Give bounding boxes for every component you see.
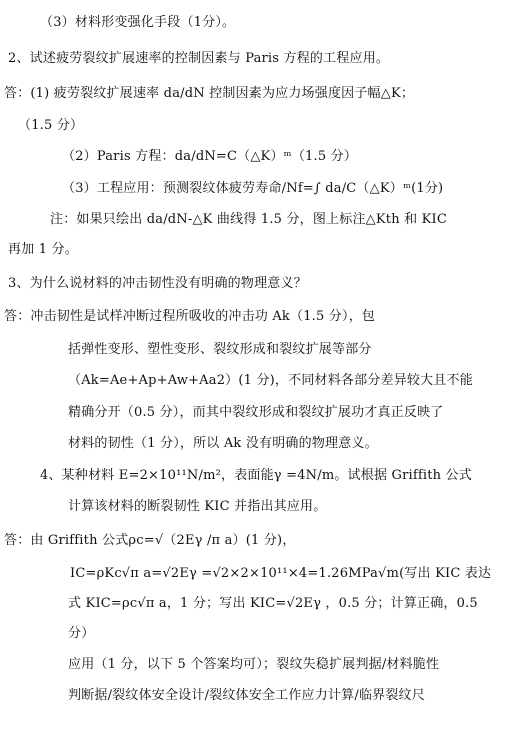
text-line-16: 计算该材料的断裂韧性 KIC 并指出其应用。 <box>68 499 327 514</box>
text-line-19: 式 KIC=ρc√π a，1 分；写出 KIC=√2Eγ ，0.5 分；计算正确，0.5 <box>68 596 478 611</box>
text-line-4: （1.5 分） <box>18 118 84 133</box>
text-line-5: （2）Paris 方程：da/dN=C（△K）ᵐ（1.5 分） <box>62 149 358 164</box>
text-line-2: 2、试述疲劳裂纹扩展速率的控制因素与 Paris 方程的工程应用。 <box>8 51 390 66</box>
text-line-18: IC=ρKc√π a=√2Eγ =√2×2×10¹¹×4=1.26MPa√m(写出 KIC 表达 <box>70 566 492 581</box>
text-line-20: 分） <box>68 626 95 641</box>
text-line-13: 精确分开（0.5 分），而其中裂纹形成和裂纹扩展功才真正反映了 <box>68 405 444 420</box>
text-line-9: 3、为什么说材料的冲击韧性没有明确的物理意义？ <box>8 276 307 291</box>
text-line-6: （3）工程应用：预测裂纹体疲劳寿命/Nf=∫ da/C（△K）ᵐ(1分) <box>62 181 444 196</box>
text-line-11: 括弹性变形、塑性变形、裂纹形成和裂纹扩展等部分 <box>68 342 372 357</box>
text-line-7: 注：如果只绘出 da/dN-△K 曲线得 1.5 分，图上标注△Kth 和 KIC <box>50 212 448 227</box>
text-line-14: 材料的韧性（1 分），所以 Ak 没有明确的物理意义。 <box>68 436 378 451</box>
text-line-22: 判断据/裂纹体安全设计/裂纹体安全工作应力计算/临界裂纹尺 <box>68 688 425 703</box>
text-line-8: 再加 1 分。 <box>8 242 78 257</box>
text-line-3: 答：(1) 疲劳裂纹扩展速率 da/dN 控制因素为应力场强度因子幅△K； <box>4 86 415 101</box>
text-line-1: （3）材料形变强化手段（1分）。 <box>40 15 236 30</box>
text-line-17: 答：由 Griffith 公式ρc=√（2Eγ /π a）(1 分)， <box>4 533 296 548</box>
text-line-15: 4、某种材料 E=2×10¹¹N/m²，表面能γ =4N/m。试根据 Griffith 公式 <box>40 468 472 483</box>
text-line-21: 应用（1 分，以下 5 个答案均可）；裂纹失稳扩展判据/材料脆性 <box>68 657 440 672</box>
text-line-12: （Ak=Ae+Ap+Aw+Aa2）(1 分)，不同材料各部分差异较大且不能 <box>68 373 473 388</box>
text-line-10: 答：冲击韧性是试样冲断过程所吸收的冲击功 Ak（1.5 分），包 <box>4 309 376 324</box>
